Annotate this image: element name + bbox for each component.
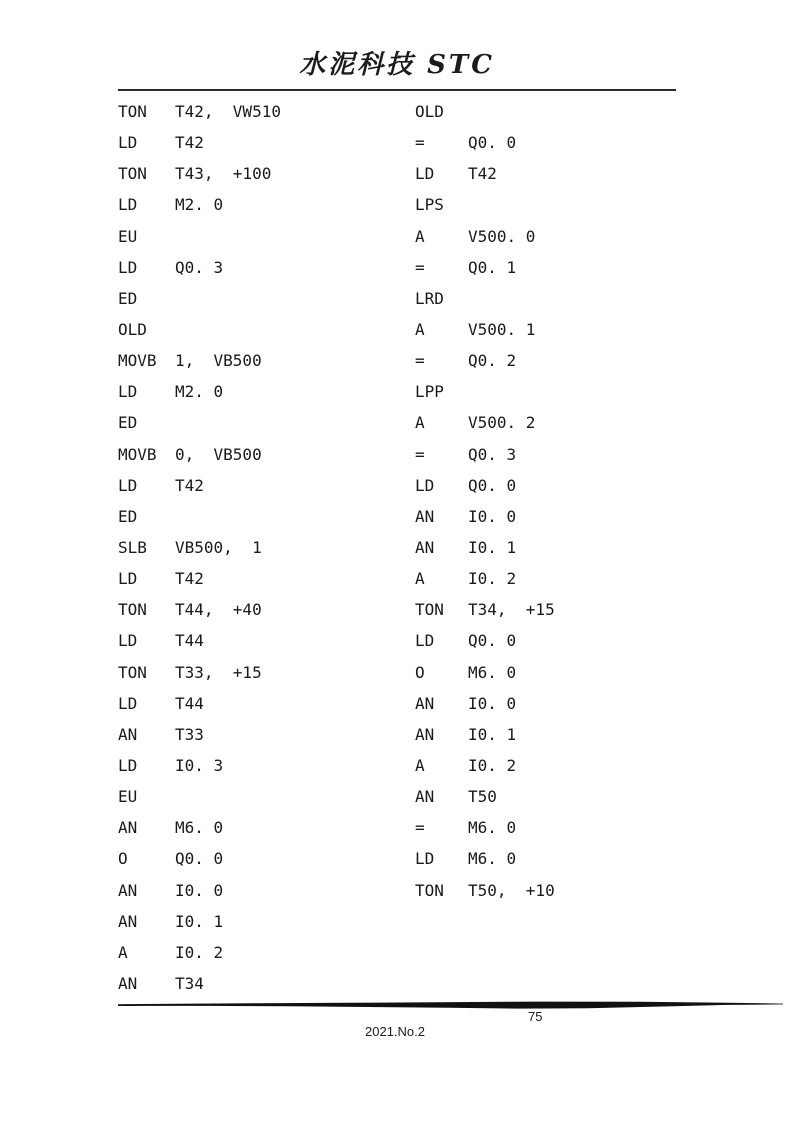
operand: T34, +15 [468,600,555,620]
header-rule [118,89,676,91]
opcode: LD [415,475,435,495]
code-line [118,972,281,1003]
operand: Q0. 0 [175,849,224,869]
opcode: AN [118,880,138,900]
opcode: LPS [415,195,444,215]
opcode: AN [415,787,435,807]
opcode: AN [118,911,138,931]
operand: 0, VB500 [175,444,262,464]
operand: T50 [468,787,497,807]
operand: I0. 0 [175,880,224,900]
code-line [118,474,281,505]
opcode: O [415,662,425,682]
operand: T34 [175,973,204,993]
opcode: ED [118,506,138,526]
operand: T42 [468,164,497,184]
operand: M6. 0 [468,662,517,682]
opcode: LD [118,195,138,215]
opcode: ED [118,288,138,308]
operand: I0. 2 [468,569,517,589]
opcode: = [415,257,425,277]
operand: Q0. 0 [468,133,517,153]
code-line [415,629,555,660]
code-line [415,225,555,256]
operand: I0. 2 [175,942,224,962]
operand: I0. 1 [175,911,224,931]
code-line [118,785,281,816]
code-line [118,941,281,972]
opcode: A [415,226,425,246]
code-line [415,474,555,505]
operand: M6. 0 [175,818,224,838]
opcode: LD [118,693,138,713]
operand: Q0. 0 [468,631,517,651]
code-line [415,785,555,816]
operand: T42, VW510 [175,102,281,121]
operand: T50, +10 [468,880,555,900]
operand: Q0. 2 [468,351,517,371]
operand: I0. 0 [468,693,517,713]
opcode: ED [118,413,138,433]
opcode: LD [118,475,138,495]
code-line [415,816,555,847]
code-line [415,723,555,754]
opcode: TON [118,102,147,121]
operand: T42 [175,569,204,589]
opcode: LPP [415,382,444,402]
operand: T44, +40 [175,600,262,620]
code-line [415,692,555,723]
operand: V500. 0 [468,226,536,246]
code-line [415,380,555,411]
code-line [415,443,555,474]
code-line [118,411,281,442]
page-number: 75 [528,1009,543,1024]
opcode: LD [118,257,138,277]
footer-rule [118,1001,783,1011]
operand: V500. 2 [468,413,536,433]
operand: M2. 0 [175,195,224,215]
opcode: TON [118,662,147,682]
code-line [415,661,555,692]
opcode: AN [118,724,138,744]
opcode: LD [118,631,138,651]
opcode: = [415,444,425,464]
code-line [118,162,281,193]
operand: T33 [175,724,204,744]
code-column-right [415,100,555,910]
code-line [415,411,555,442]
opcode: EU [118,226,138,246]
code-line [118,443,281,474]
operand: I0. 3 [175,755,224,775]
code-line [118,256,281,287]
opcode: EU [118,787,138,807]
code-line [118,598,281,629]
issue-label: 2021.No.2 [365,1024,425,1039]
operand: M6. 0 [468,849,517,869]
code-line [118,910,281,941]
opcode: LD [415,849,435,869]
operand: Q0. 3 [175,257,224,277]
opcode: = [415,351,425,371]
code-line [118,505,281,536]
opcode: = [415,133,425,153]
opcode: TON [118,164,147,184]
operand: I0. 1 [468,724,517,744]
code-line [118,349,281,380]
code-line [415,879,555,910]
opcode: TON [415,880,444,900]
operand: T33, +15 [175,662,262,682]
code-line [415,536,555,567]
operand: T43, +100 [175,164,272,184]
code-line [415,193,555,224]
code-line [415,754,555,785]
operand: V500. 1 [468,319,536,339]
code-line [118,692,281,723]
code-line [415,567,555,598]
code-line [118,193,281,224]
opcode: MOVB [118,351,157,371]
operand: 1, VB500 [175,351,262,371]
opcode: LRD [415,288,444,308]
code-column-left [118,100,281,1003]
opcode: TON [415,600,444,620]
code-line [118,131,281,162]
operand: M6. 0 [468,818,517,838]
code-line [118,754,281,785]
opcode: SLB [118,537,147,557]
operand: Q0. 1 [468,257,517,277]
opcode: AN [415,724,435,744]
opcode: O [118,849,128,869]
code-line [118,629,281,660]
code-line [415,131,555,162]
code-line [118,661,281,692]
code-line [415,349,555,380]
code-line [118,225,281,256]
opcode: TON [118,600,147,620]
code-line [415,162,555,193]
opcode: OLD [415,102,444,121]
code-line [118,567,281,598]
code-line [118,100,281,131]
code-line [118,536,281,567]
opcode: A [415,413,425,433]
opcode: A [415,755,425,775]
opcode: A [118,942,128,962]
operand: I0. 1 [468,537,517,557]
code-line [415,598,555,629]
code-line [415,318,555,349]
code-line [118,380,281,411]
opcode: LD [118,382,138,402]
operand: Q0. 3 [468,444,517,464]
opcode: AN [415,537,435,557]
code-line [118,723,281,754]
code-line [118,879,281,910]
journal-title: 水泥科技 STC [299,50,495,80]
code-line [415,505,555,536]
opcode: OLD [118,319,147,339]
code-line [415,256,555,287]
operand: I0. 2 [468,755,517,775]
operand: T42 [175,475,204,495]
code-line [118,287,281,318]
code-line [415,100,555,131]
code-line [118,318,281,349]
operand: Q0. 0 [468,475,517,495]
opcode: AN [415,693,435,713]
opcode: LD [415,164,435,184]
opcode: AN [415,506,435,526]
code-line [118,816,281,847]
operand: T42 [175,133,204,153]
operand: VB500, 1 [175,537,262,557]
opcode: LD [118,133,138,153]
operand: M2. 0 [175,382,224,402]
operand: T44 [175,693,204,713]
opcode: MOVB [118,444,157,464]
opcode: AN [118,818,138,838]
opcode: = [415,818,425,838]
opcode: LD [415,631,435,651]
operand: T44 [175,631,204,651]
code-line [415,847,555,878]
opcode: LD [118,755,138,775]
opcode: A [415,319,425,339]
code-line [118,847,281,878]
opcode: LD [118,569,138,589]
opcode: A [415,569,425,589]
opcode: AN [118,973,138,993]
code-line [415,287,555,318]
operand: I0. 0 [468,506,517,526]
